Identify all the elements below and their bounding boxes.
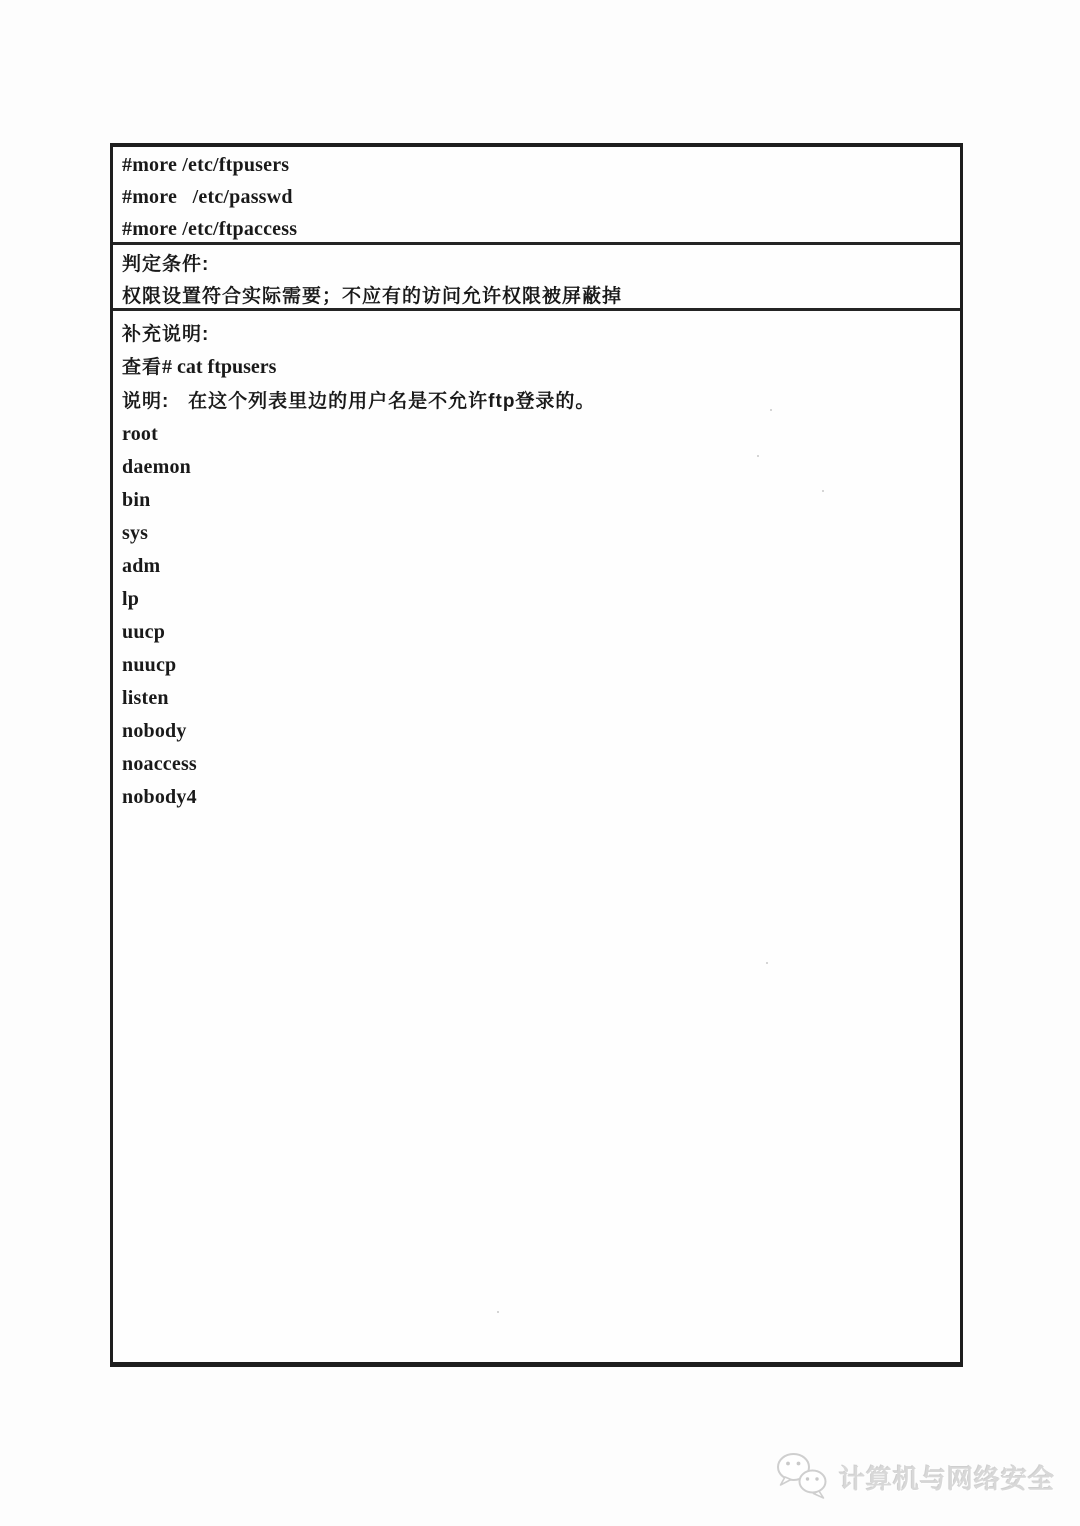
commands-section — [113, 147, 960, 245]
notes-heading: 补充说明: — [122, 324, 210, 345]
watermark-text: 计算机与网络安全 — [839, 1463, 1056, 1494]
criteria-body: 权限设置符合实际需要；不应有的访问允许权限被屏蔽掉 — [122, 286, 623, 307]
ftpusers-entry: adm — [122, 555, 161, 577]
criteria-section — [113, 245, 960, 311]
command-line: #more /etc/passwd — [122, 186, 293, 208]
wechat-logo-icon — [776, 1452, 832, 1502]
ftpusers-entry: uucp — [122, 621, 166, 643]
command-line: #more /etc/ftpusers — [122, 154, 290, 176]
criteria-heading: 判定条件: — [122, 254, 210, 275]
ftpusers-entry: noaccess — [122, 753, 197, 775]
checklist-table — [110, 143, 963, 1367]
ftpusers-entry: sys — [122, 522, 149, 544]
scan-speck — [757, 455, 759, 457]
view-command-text: # cat ftpusers — [162, 356, 277, 378]
scan-speck — [822, 490, 824, 492]
notes-description: 说明: 在这个列表里边的用户名是不允许ftp登录的。 — [122, 391, 596, 412]
view-command-line — [122, 351, 960, 385]
ftpusers-entry: bin — [122, 489, 151, 511]
ftpusers-entry: nobody — [122, 720, 187, 742]
ftpusers-entry: nobody4 — [122, 786, 197, 808]
ftpusers-list — [122, 418, 960, 814]
ftpusers-entry: listen — [122, 687, 169, 709]
view-prefix-label: 查看 — [122, 357, 163, 378]
command-line: #more /etc/ftpaccess — [122, 218, 298, 240]
scan-speck — [766, 962, 768, 964]
ftpusers-entry: daemon — [122, 456, 191, 478]
ftpusers-entry: root — [122, 423, 158, 445]
watermark — [776, 1452, 1055, 1502]
scan-speck — [497, 1311, 499, 1313]
ftpusers-entry: nuucp — [122, 654, 177, 676]
ftpusers-entry: lp — [122, 588, 140, 610]
notes-section — [113, 311, 960, 814]
scan-speck — [770, 409, 772, 411]
